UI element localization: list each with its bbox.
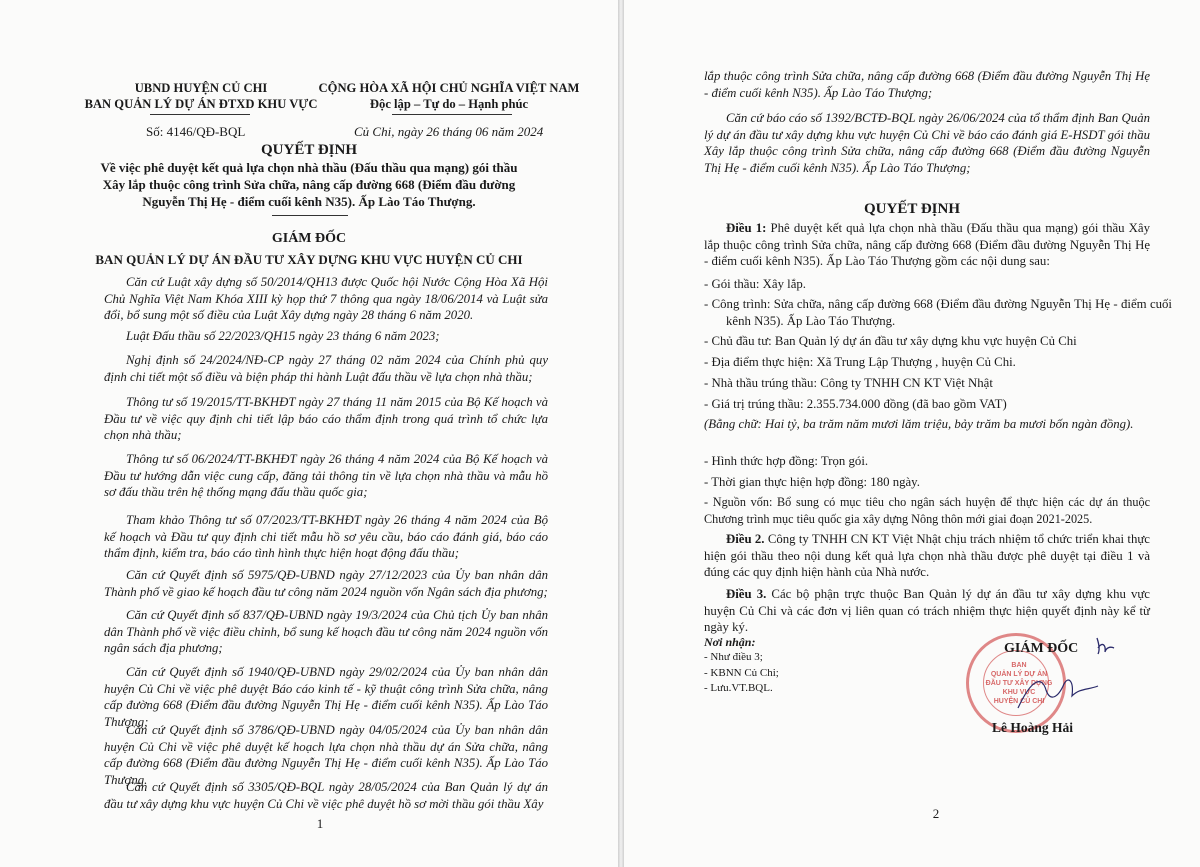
seal-text: ĐẦU TƯ XÂY DỰNG bbox=[985, 680, 1053, 687]
list-item: - Chủ đầu tư: Ban Quản lý dự án đầu tư xây dựng khu vực huyện Củ Chi bbox=[704, 334, 1077, 348]
list-item: - Địa điểm thực hiện: Xã Trung Lập Thượng , huyện Củ Chi. bbox=[704, 355, 1016, 369]
basis-paragraph: Căn cứ Quyết định số 3305/QĐ-BQL ngày 28/05/2024 của Ban Quản lý dự án đầu tư xây dựng khu vực huyện Củ Chi về việc phê duyệt hồ sơ mời thầu gói thầu Xây bbox=[104, 780, 548, 811]
basis-paragraph: Luật Đấu thầu số 22/2023/QH15 ngày 23 tháng 6 năm 2023; bbox=[126, 329, 440, 343]
basis-paragraph: Thông tư số 19/2015/TT-BKHĐT ngày 27 tháng 11 năm 2015 của Bộ Kế hoạch và Đầu tư về việc quy định chi tiết lập báo cáo thẩm định trong quá trình tổ chức lựa chọn nhà thầu; bbox=[104, 395, 548, 443]
subject-line3: Nguyễn Thị Hẹ - điểm cuối kênh N35). Ấp Lào Táo Thượng. bbox=[142, 194, 476, 209]
list-item: - Gói thầu: Xây lắp. bbox=[704, 277, 806, 291]
article-2-label: Điều 2. bbox=[726, 532, 765, 546]
recipient-item: - KBNN Củ Chi; bbox=[704, 666, 779, 679]
motto-underline bbox=[392, 114, 512, 115]
page-number: 2 bbox=[932, 806, 940, 821]
org-name-line2: BAN QUẢN LÝ DỰ ÁN ĐTXD KHU VỰC bbox=[84, 97, 318, 111]
decision-title: QUYẾT ĐỊNH bbox=[261, 142, 357, 158]
report-basis-paragraph: Căn cứ báo cáo số 1392/BCTĐ-BQL ngày 26/06/2024 của tổ thẩm định Ban Quản lý dự án đầu tư xây dựng khu vực huyện Củ Chi về báo cáo đánh giá E-HSDT gói thầu Xây lắp thuộc công trình Sửa chữa, nâng cấp đường 668 (Điểm đầu đường Nguyễn Thị Hẹ - điểm cuối kênh N35). Ấp Lào Táo Thượng; bbox=[704, 111, 1150, 175]
seal-text: BAN bbox=[1011, 662, 1027, 669]
nation-line1: CỘNG HÒA XÃ HỘI CHỦ NGHĨA VIỆT NAM bbox=[318, 81, 580, 95]
amount-in-words: (Bằng chữ: Hai tỷ, ba trăm năm mươi lăm triệu, bảy trăm ba mươi bốn ngàn đồng). bbox=[704, 417, 1134, 431]
seal-text: KHU VỰC bbox=[1002, 689, 1036, 696]
article-3-text: Các bộ phận trực thuộc Ban Quản lý dự án đầu tư xây dựng khu vực huyện Củ Chi và các đơn vị liên quan có trách nhiệm thực hiện quyết định này kể từ ngày ký. bbox=[704, 587, 1150, 635]
seal-text: HUYỆN CỦ CHI bbox=[993, 698, 1045, 705]
article-1-label: Điều 1: bbox=[726, 221, 767, 235]
decision-heading: QUYẾT ĐỊNH bbox=[864, 201, 960, 217]
recipients-list bbox=[704, 650, 779, 697]
article-2-text: Công ty TNHH CN KT Việt Nhật chịu trách nhiệm tổ chức triển khai thực hiện gói thầu theo nội dung kết quả lựa chọn nhà thầu được phê duyệt tại điều 1 và đúng các quy định hiện hành của Nhà nước. bbox=[704, 532, 1150, 580]
list-item: - Thời gian thực hiện hợp đồng: 180 ngày. bbox=[704, 475, 920, 489]
authority-title: GIÁM ĐỐC bbox=[271, 231, 347, 246]
recipient-item: - Lưu.VT.BQL. bbox=[704, 682, 773, 694]
seal-text: QUẢN LÝ DỰ ÁN bbox=[990, 671, 1048, 678]
authority-org: BAN QUẢN LÝ DỰ ÁN ĐẦU TƯ XÂY DỰNG KHU VỰC HUYỆN CỦ CHI bbox=[95, 252, 523, 267]
subject-line1: Về việc phê duyệt kết quả lựa chọn nhà thầu (Đấu thầu qua mạng) gói thầu bbox=[100, 160, 518, 175]
signature-initial bbox=[1094, 636, 1116, 656]
basis-paragraph: Căn cứ Luật xây dựng số 50/2014/QH13 được Quốc hội Nước Cộng Hòa Xã Hội Chủ Nghĩa Việt Nam Khóa XIII kỳ họp thứ 7 thông qua ngày 18/06/2014 và Luật sửa đổi, bổ sung một số điều của Luật Xây dựng ngày 28 tháng 6 năm 2020. bbox=[104, 275, 548, 323]
subject-underline bbox=[272, 215, 348, 216]
org-underline bbox=[150, 114, 250, 115]
basis-paragraph: Căn cứ Quyết định số 5975/QĐ-UBND ngày 27/12/2023 của Ủy ban nhân dân Thành phố về giao kế hoạch đầu tư công năm 2024 nguồn vốn Ngân sách địa phương; bbox=[104, 568, 548, 599]
recipient-item: - Như điều 3; bbox=[704, 651, 763, 663]
basis-paragraph: Tham khảo Thông tư số 07/2023/TT-BKHĐT ngày 26 tháng 4 năm 2024 của Bộ kế hoạch và Đầu tư quy định chi tiết mẫu hồ sơ yêu cầu, báo cáo đánh giá, báo cáo thẩm định, kiểm tra, báo cáo tình hình thực hiện hoạt động đấu thầu; bbox=[104, 513, 548, 561]
list-item: - Nguồn vốn: Bổ sung có mục tiêu cho ngân sách huyện để thực hiện các dự án thuộc Chương trình mục tiêu quốc gia xây dựng Nông thôn mới giai đoạn 2021-2025. bbox=[704, 495, 1150, 526]
list-item: - Công trình: Sửa chữa, nâng cấp đường 668 (Điểm đầu đường Nguyễn Thị Hẹ - điểm cuối kênh N35). Ấp Lào Táo Thượng. bbox=[704, 297, 1172, 328]
nation-motto: Độc lập – Tự do – Hạnh phúc bbox=[369, 97, 529, 111]
basis-paragraph: Nghị định số 24/2024/NĐ-CP ngày 27 tháng 02 năm 2024 của Chính phủ quy định chi tiết một số điều và biện pháp thi hành Luật đấu thầu về lựa chọn nhà thầu; bbox=[104, 353, 548, 384]
basis-paragraph: Căn cứ Quyết định số 1940/QĐ-UBND ngày 29/02/2024 của Ủy ban nhân dân huyện Củ Chi về việc phê duyệt Báo cáo kinh tế - kỹ thuật công trình Sửa chữa, nâng cấp đường 668 (Điểm đầu đường Nguyễn Thị Hẹ - điểm cuối kênh N35). Ấp Lào Táo Thượng; bbox=[104, 665, 548, 729]
doc-number: Số: 4146/QĐ-BQL bbox=[146, 124, 246, 139]
article-3-label: Điều 3. bbox=[726, 587, 767, 601]
place-date: Củ Chi, ngày 26 tháng 06 năm 2024 bbox=[354, 124, 544, 139]
list-item: - Nhà thầu trúng thầu: Công ty TNHH CN KT Việt Nhật bbox=[704, 376, 993, 390]
signature bbox=[1012, 668, 1102, 718]
list-item: - Hình thức hợp đồng: Trọn gói. bbox=[704, 454, 869, 468]
basis-paragraph: Thông tư số 06/2024/TT-BKHĐT ngày 26 tháng 4 năm 2024 của Bộ Kế hoạch và Đầu tư hướng dẫn việc cung cấp, đăng tải thông tin về lựa chọn nhà thầu và mẫu hồ sơ đấu thầu trên hệ thống mạng đấu thầu quốc gia; bbox=[104, 452, 548, 500]
org-name-line1: UBND HUYỆN CỦ CHI bbox=[134, 81, 268, 95]
article-1-text: Phê duyệt kết quả lựa chọn nhà thầu (Đấu thầu qua mạng) gói thầu Xây lắp thuộc công trình Sửa chữa, nâng cấp đường 668 (Điểm đầu đường Nguyễn Thị Hẹ - điểm cuối kênh N35). Ấp Lào Táo Thượng gồm các nội dung sau: bbox=[704, 221, 1150, 269]
page-number: 1 bbox=[316, 816, 324, 831]
signer-title: GIÁM ĐỐC bbox=[1004, 641, 1079, 656]
basis-paragraph: Căn cứ Quyết định số 837/QĐ-UBND ngày 19/3/2024 của Chủ tịch Ủy ban nhân dân Thành phố về việc điều chỉnh, bổ sung kế hoạch đầu tư công năm 2024 nguồn vốn ngân sách địa phương; bbox=[104, 608, 548, 656]
article-1 bbox=[704, 220, 1150, 270]
recipients-title: Nơi nhận: bbox=[704, 635, 756, 649]
subject-line2: Xây lắp thuộc công trình Sửa chữa, nâng cấp đường 668 (Điểm đầu đường bbox=[102, 177, 516, 192]
basis-paragraph: Căn cứ Quyết định số 3786/QĐ-UBND ngày 04/05/2024 của Ủy ban nhân dân huyện Củ Chi về việc phê duyệt kế hoạch lựa chọn nhà thầu dự án Sửa chữa, nâng cấp đường 668 (Điểm đầu đường Nguyễn Thị Hẹ - điểm cuối kênh N35). Ấp Lào Táo Thượng. bbox=[104, 723, 548, 787]
document-page-2 bbox=[624, 0, 1200, 867]
list-item: - Giá trị trúng thầu: 2.355.734.000 đồng (đã bao gồm VAT) bbox=[704, 397, 1007, 411]
signer-name: Lê Hoàng Hải bbox=[992, 720, 1074, 735]
article-2 bbox=[704, 531, 1150, 581]
continuation-paragraph: lắp thuộc công trình Sửa chữa, nâng cấp đường 668 (Điểm đầu đường Nguyễn Thị Hẹ - điểm cuối kênh N35). Ấp Lào Táo Thượng; bbox=[704, 69, 1150, 100]
article-3 bbox=[704, 586, 1150, 636]
